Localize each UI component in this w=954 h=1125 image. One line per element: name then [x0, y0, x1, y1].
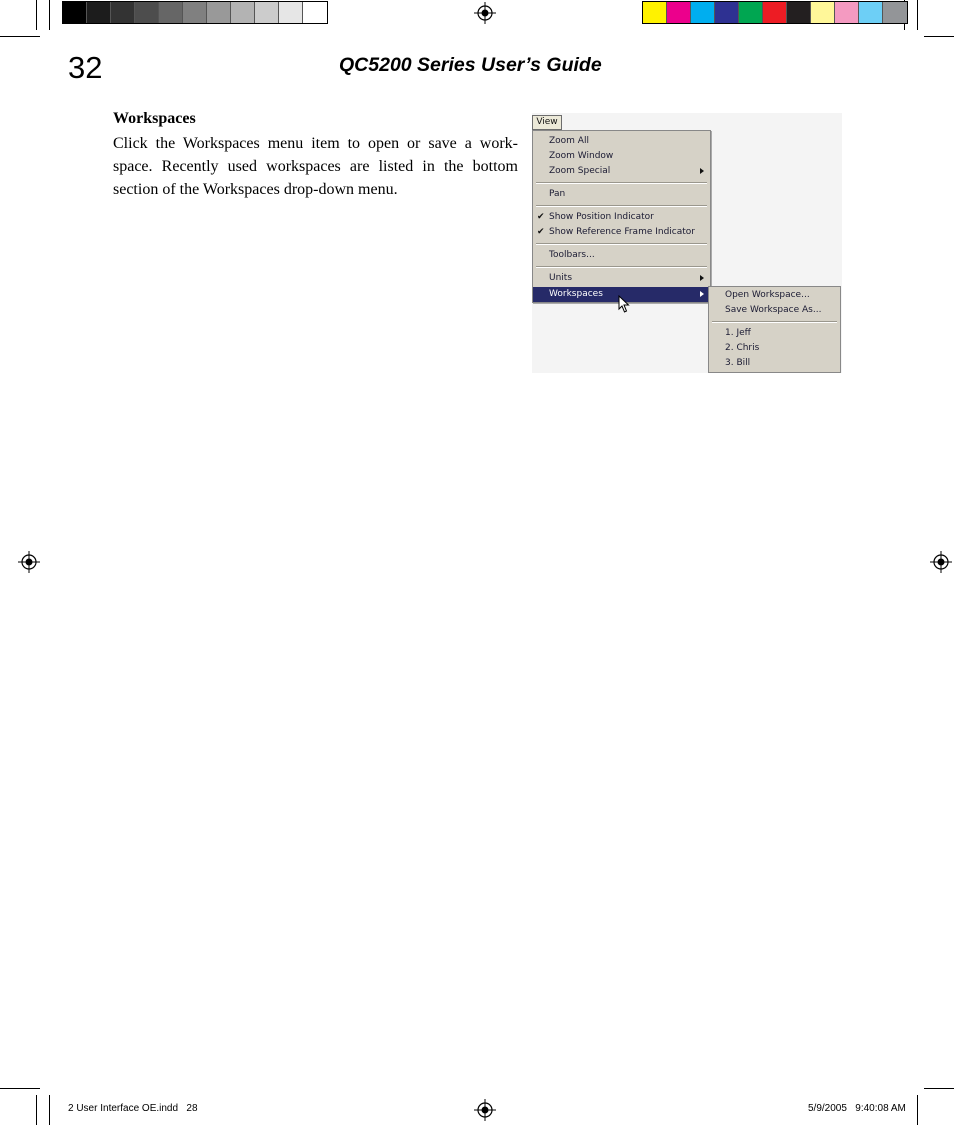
crop-mark — [917, 0, 918, 30]
menu-item-label: Zoom Special — [549, 166, 611, 176]
view-dropdown-menu — [532, 130, 711, 303]
menu-separator — [536, 243, 707, 245]
color-swatch — [811, 2, 835, 23]
mouse-pointer-icon — [618, 295, 630, 313]
crop-mark — [0, 36, 40, 37]
color-swatch — [883, 2, 907, 23]
color-swatch — [303, 2, 327, 23]
color-swatch — [715, 2, 739, 23]
menu-item-units[interactable] — [533, 271, 710, 286]
page-number: 32 — [68, 50, 103, 85]
crop-mark — [917, 1095, 918, 1125]
registration-mark-icon — [18, 551, 40, 573]
checkmark-icon: ✔ — [537, 227, 545, 237]
menu-item-recent-workspace[interactable] — [709, 326, 840, 341]
guide-title: QC5200 Series User’s Guide — [339, 54, 602, 76]
color-swatch — [231, 2, 255, 23]
body-line: section of the Workspaces drop-down menu. — [113, 181, 398, 198]
workspaces-submenu — [708, 286, 841, 373]
color-swatch — [763, 2, 787, 23]
color-swatch — [667, 2, 691, 23]
color-swatch — [63, 2, 87, 23]
crop-mark — [49, 0, 50, 30]
process-color-bar — [642, 1, 908, 24]
color-swatch — [691, 2, 715, 23]
crop-mark — [0, 1088, 40, 1089]
menu-item-zoom-window[interactable] — [533, 149, 710, 164]
color-swatch — [859, 2, 883, 23]
menu-separator — [536, 205, 707, 207]
color-swatch — [787, 2, 811, 23]
menu-item-label: Units — [549, 273, 573, 283]
menu-item-zoom-special[interactable] — [533, 164, 710, 179]
menu-item-open-workspace[interactable] — [709, 288, 840, 303]
submenu-arrow-icon — [700, 275, 704, 281]
footer-timestamp: 5/9/2005 9:40:08 AM — [808, 1103, 906, 1114]
crop-mark — [36, 1095, 37, 1125]
color-swatch — [207, 2, 231, 23]
body-line: space. Recently used workspaces are listed in the bottom — [113, 158, 518, 175]
menu-item-save-workspace-as[interactable] — [709, 303, 840, 318]
menu-item-label: 1. Jeff — [725, 328, 751, 338]
crop-mark — [49, 1095, 50, 1125]
menu-item-label: 2. Chris — [725, 343, 760, 353]
color-swatch — [135, 2, 159, 23]
submenu-arrow-icon — [700, 291, 704, 297]
menu-item-zoom-all[interactable] — [533, 134, 710, 149]
menu-item-label: Zoom All — [549, 136, 589, 146]
menu-separator — [536, 182, 707, 184]
registration-mark-icon — [474, 2, 496, 24]
menu-item-label: Toolbars... — [549, 250, 595, 260]
color-swatch — [739, 2, 763, 23]
color-swatch — [183, 2, 207, 23]
menu-separator — [712, 321, 837, 323]
color-swatch — [111, 2, 135, 23]
menu-item-label: Show Position Indicator — [549, 212, 654, 222]
registration-mark-icon — [474, 1099, 496, 1121]
color-swatch — [835, 2, 859, 23]
color-swatch — [159, 2, 183, 23]
menu-separator — [536, 266, 707, 268]
submenu-arrow-icon — [700, 168, 704, 174]
crop-mark — [924, 1088, 954, 1089]
color-swatch — [643, 2, 667, 23]
menu-item-label: Pan — [549, 189, 566, 199]
menu-item-label: Workspaces — [549, 289, 603, 299]
crop-mark — [36, 0, 37, 30]
footer-file-info: 2 User Interface OE.indd 28 — [68, 1103, 198, 1114]
menu-item-label: Open Workspace... — [725, 290, 810, 300]
registration-mark-icon — [930, 551, 952, 573]
menu-item-show-position-indicator[interactable] — [533, 210, 710, 225]
color-swatch — [279, 2, 303, 23]
color-swatch — [255, 2, 279, 23]
menu-item-label: Save Workspace As... — [725, 305, 822, 315]
view-menu-button[interactable]: View — [532, 115, 562, 130]
menu-item-toolbars[interactable] — [533, 248, 710, 263]
menu-item-show-reference-frame-indicator[interactable] — [533, 225, 710, 240]
color-swatch — [87, 2, 111, 23]
menu-item-label: 3. Bill — [725, 358, 751, 368]
section-heading: Workspaces — [113, 110, 196, 127]
body-line: Click the Workspaces menu item to open or save a work- — [113, 135, 518, 152]
menu-item-label: Zoom Window — [549, 151, 614, 161]
checkmark-icon: ✔ — [537, 212, 545, 222]
body-paragraph — [113, 132, 518, 201]
menu-item-recent-workspace[interactable] — [709, 341, 840, 356]
crop-mark — [924, 36, 954, 37]
menu-item-recent-workspace[interactable] — [709, 356, 840, 371]
grayscale-color-bar — [62, 1, 328, 24]
menu-item-label: Show Reference Frame Indicator — [549, 227, 695, 237]
menu-item-pan[interactable] — [533, 187, 710, 202]
